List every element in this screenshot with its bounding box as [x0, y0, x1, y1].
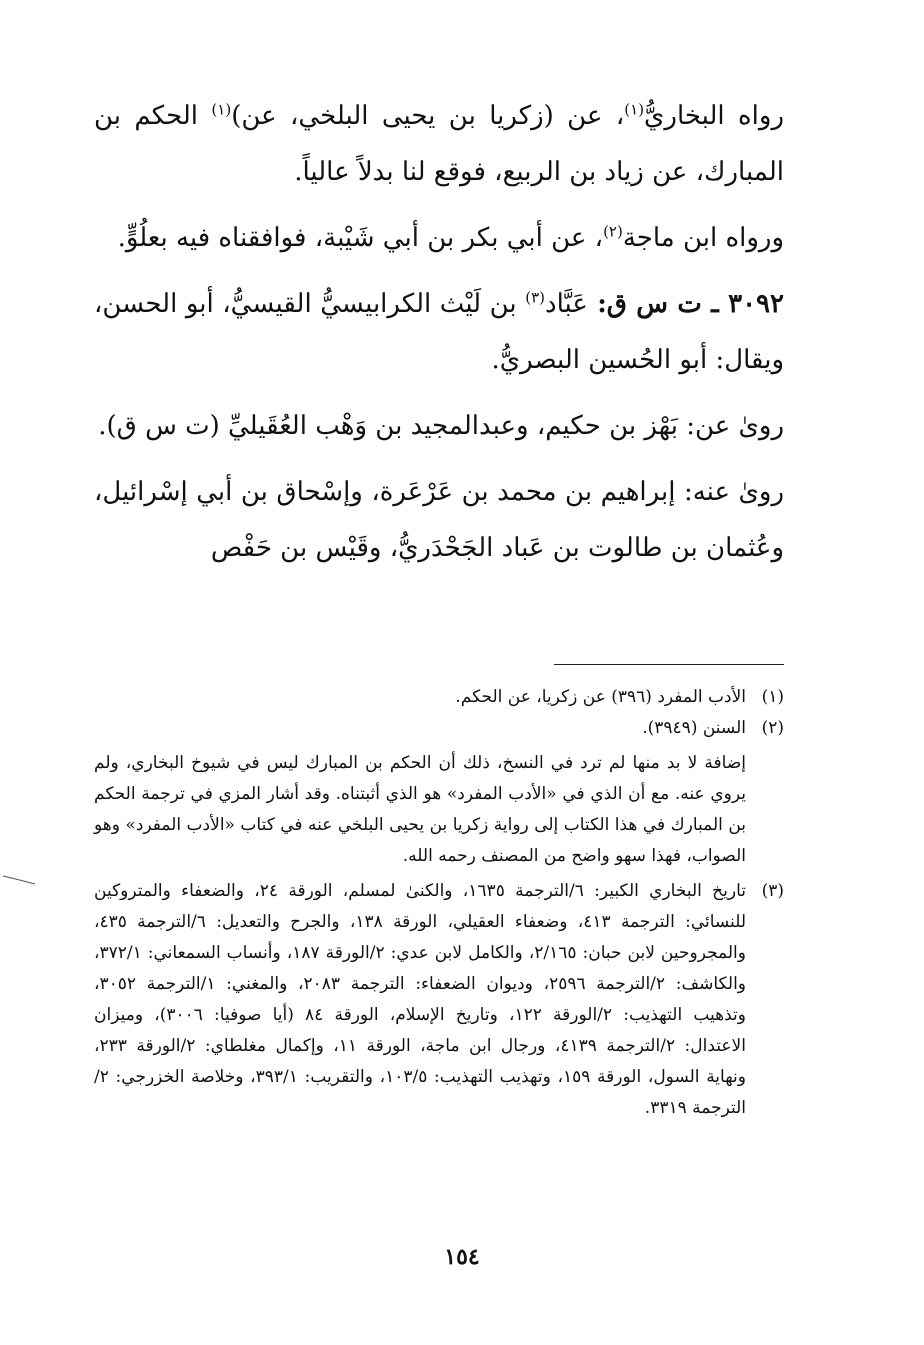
footnote-reference: (٢) — [603, 222, 623, 241]
footnote-3 — [94, 876, 784, 1124]
paragraph-text: الحكم بن المبارك، عن زياد بن الربيع، فوقع لنا بدلاً عالياً. — [94, 101, 784, 187]
narrator-name: عَبَّاد — [545, 289, 588, 319]
footnote-text: السنن (٣٩٤٩). — [642, 718, 746, 738]
paragraph-bukhari — [94, 88, 784, 200]
paragraph-text: ، عن أبي بكر بن أبي شَيْبة، فوافقناه فيه بعلُوٍّ. — [117, 223, 604, 253]
main-text — [94, 88, 784, 586]
footnote-1 — [94, 682, 784, 713]
footnote-2 — [94, 713, 784, 744]
paragraph-text: روىٰ عن: بَهْز بن حكيم، وعبدالمجيد بن وَهْب العُقَيليِّ (ت س ق). — [98, 411, 784, 441]
footnote-reference: (١) — [624, 100, 645, 119]
footnote-reference: (٣) — [525, 288, 545, 307]
footnote-number: (٢) — [761, 718, 784, 738]
footnote-2-note: إضافة لا بد منها لم ترد في النسخ، ذلك أن الحكم بن المبارك ليس في شيوخ البخاري، ولم يروي عنه. مع أن الذي في «الأدب المفرد» هو الذي أثبتناه. وقد أشار المزي في ترجمة الحكم بن المبارك في هذا الكتاب إلى رواية زكريا بن يحيى البلخي عنه في كتاب «الأدب المفرد» وهو الصواب، فهذا سهو واضح من المصنف رحمه الله. — [94, 753, 746, 866]
margin-pen-mark — [2, 874, 36, 886]
paragraph-text: ، عن (زكريا بن يحيى البلخي، عن) — [231, 101, 625, 131]
footnote-text: الأدب المفرد (٣٩٦) عن زكريا، عن الحكم. — [455, 687, 746, 707]
paragraph-narrated-from — [94, 398, 784, 454]
footnote-divider — [554, 664, 784, 665]
footnote-text: تاريخ البخاري الكبير: ٦/الترجمة ١٦٣٥، والكنىٰ لمسلم، الورقة ٢٤، والضعفاء والمتروكين للنسائي: الترجمة ٤١٣، وضعفاء العقيلي، الورقة ١٣٨، والجرح والتعديل: ٦/الترجمة ٤٣٥، والمجروحين لابن حبان: ٢/١٦٥، والكامل لابن عدي: ٢/الورقة ١٨٧، وأنساب السمعاني: ٣٧٢/١، والكاشف: ٢/الترجمة ٢٥٩٦، وديوان الضعفاء: الترجمة ٢٠٨٣، والمغني: ١/الترجمة ٣٠٥٢، وتذهيب التهذيب: ٢/الورقة ١٢٢، وتاريخ الإسلام، الورقة ٨٤ (أيا صوفيا: ٣٠٠٦)، وميزان الاعتدال: ٢/الترجمة ٤١٣٩، ورجال ابن ماجة، الورقة ١١، وإكمال مغلطاي: ٢/الورقة ٢٣٣، ونهاية السول، الورقة ١٥٩، وتهذيب التهذيب: ١٠٣/٥، والتقريب: ٣٩٣/١، وخلاصة الخزرجي: ٢/الترجمة ٣٣١٩. — [94, 881, 747, 1118]
paragraph-ibn-majah — [94, 210, 784, 266]
paragraph-text: ورواه ابن ماجة — [622, 223, 784, 253]
paragraph-text: روىٰ عنه: إبراهيم بن محمد بن عَرْعَرة، وإسْحاق بن أبي إسْرائيل، وعُثمان بن طالوت بن عَباد الجَحْدَريُّ، وقَيْس بن حَفْص — [94, 477, 784, 563]
paragraph-text: بن لَيْث الكرابيسيُّ القيسيُّ، أبو الحسن، ويقال: أبو الحُسين البصريُّ. — [94, 289, 784, 375]
paragraph-text: رواه البخاريُّ — [644, 101, 784, 131]
page-number: ١٥٤ — [444, 1244, 480, 1270]
paragraph-entry-heading — [94, 276, 784, 388]
footnote-number: (١) — [761, 687, 784, 707]
footnote-reference: (١) — [211, 100, 232, 119]
paragraph-narrated-by — [94, 464, 784, 576]
footnote-number: (٣) — [761, 881, 784, 901]
entry-number: ٣٠٩٢ ـ ت س ق: — [587, 289, 784, 319]
footnotes — [94, 682, 784, 1124]
